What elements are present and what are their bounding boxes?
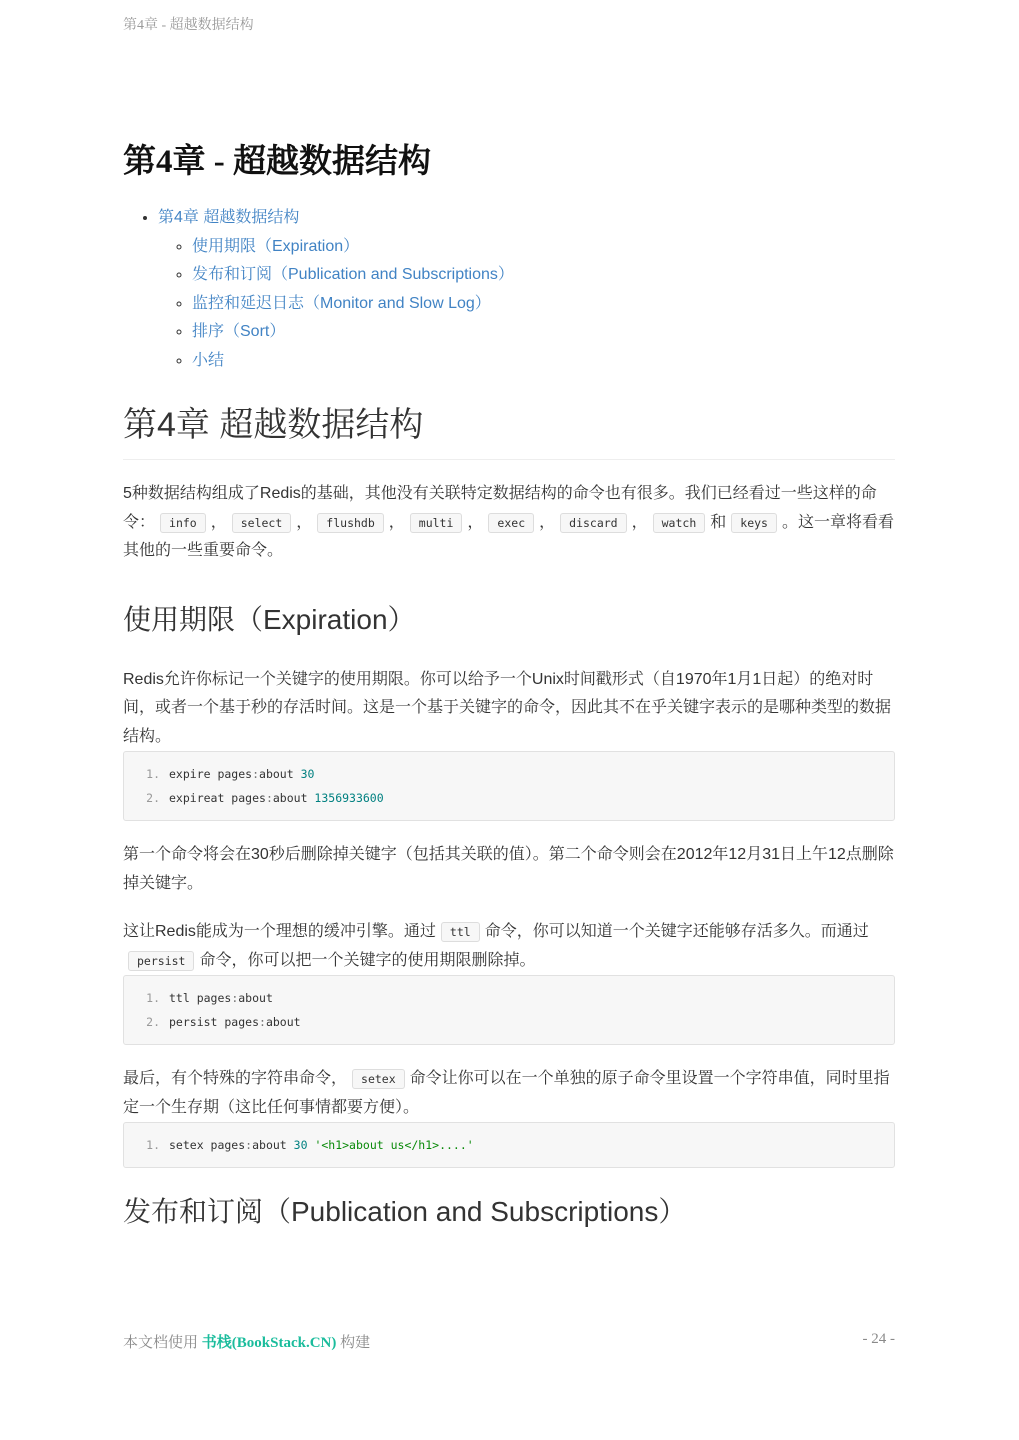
inline-code: select	[232, 513, 292, 533]
text: 命令让你可以在一个单独的原子命令里设置一个字符串值，同时里指定一个生存期（这比任何事情都要方便）。	[123, 1070, 890, 1116]
line-number: 2.	[146, 1015, 160, 1029]
page-number: - 24 -	[862, 1331, 895, 1347]
comma: ，	[388, 513, 405, 531]
toc-item	[192, 233, 895, 262]
comma: ，	[210, 513, 227, 531]
inline-code: exec	[488, 513, 534, 533]
footer-text: 本文档使用	[123, 1335, 199, 1351]
inline-code: flushdb	[317, 513, 383, 533]
code-text: setex pages	[169, 1138, 246, 1152]
line-number: 1.	[146, 767, 160, 781]
code-text: persist pages	[169, 1015, 260, 1029]
code-punct: :	[252, 767, 260, 781]
toc-link-sort[interactable]: 排序（Sort）	[192, 323, 286, 340]
chapter-heading: 第4章 超越数据结构	[123, 403, 895, 460]
code-text: about	[252, 1138, 294, 1152]
running-header: 第4章 - 超越数据结构	[123, 18, 254, 33]
toc-item	[192, 261, 895, 290]
toc-item	[158, 204, 895, 375]
line-number: 1.	[146, 991, 160, 1005]
code-text: about	[265, 1015, 301, 1029]
section-heading-expiration: 使用期限（Expiration）	[123, 603, 416, 635]
line-number: 2.	[146, 791, 160, 805]
code-number: 30	[293, 1138, 308, 1152]
code-punct: :	[231, 991, 239, 1005]
comma: ，	[296, 513, 313, 531]
code-block	[123, 751, 895, 821]
paragraph: 第一个命令将会在30秒后删除掉关键字（包括其关联的值）。第二个命令则会在2012年12月31日上午12点删除掉关键字。	[123, 846, 894, 892]
code-number: 30	[300, 767, 315, 781]
code-punct: :	[259, 1015, 266, 1029]
code-text: about	[238, 991, 273, 1005]
table-of-contents	[123, 204, 895, 375]
code-text: expireat pages	[169, 791, 266, 805]
code-string: '<h1>about us</h1>....'	[307, 1138, 474, 1152]
code-line	[124, 762, 894, 786]
code-block	[123, 975, 895, 1045]
code-number: 1356933600	[314, 791, 384, 805]
inline-code: setex	[352, 1069, 405, 1089]
comma: ，	[467, 513, 484, 531]
paragraph: Redis允许你标记一个关键字的使用期限。你可以给予一个Unix时间戳形式（自1970年1月1日起）的绝对时间，或者一个基于秒的存活时间。这是一个基于关键字的命令，因此其不在乎关键字表示的是哪种类型的数据结构。	[123, 670, 892, 745]
conjunction: 和	[710, 513, 727, 531]
footer-text: 构建	[340, 1335, 371, 1351]
intro-paragraph	[123, 480, 895, 566]
inline-code: info	[160, 513, 206, 533]
toc-item	[192, 318, 895, 347]
text: 最后，有个特殊的字符串命令，	[123, 1070, 348, 1087]
intro-text: 。这一章将看看其他的一些重要命令。	[123, 513, 894, 559]
code-block	[123, 1122, 895, 1168]
document-content	[123, 140, 895, 1258]
toc-item	[192, 290, 895, 319]
line-number: 1.	[146, 1138, 160, 1152]
intro-text: 5种数据结构组成了Redis的基础，其他没有关联特定数据结构的命令也有很多。我们已经看过一些这样的命令：	[123, 485, 877, 531]
code-punct: :	[245, 1138, 253, 1152]
inline-code: discard	[560, 513, 626, 533]
comma: ，	[631, 513, 648, 531]
page-title: 第4章 - 超越数据结构	[123, 144, 431, 180]
text: 这让Redis能成为一个理想的缓冲引擎。通过	[123, 923, 436, 940]
inline-code: persist	[128, 951, 194, 971]
toc-link-monitor[interactable]: 监控和延迟日志（Monitor and Slow Log）	[192, 294, 491, 312]
code-line	[124, 986, 894, 1010]
code-line	[124, 1010, 894, 1034]
paragraph	[123, 1065, 895, 1122]
inline-code: keys	[731, 513, 777, 533]
section-heading-pubsub: 发布和订阅（Publication and Subscriptions）	[123, 1196, 687, 1227]
code-text: about	[259, 767, 301, 781]
footer-brand-link[interactable]: 书栈(BookStack.CN)	[201, 1335, 337, 1351]
code-line	[124, 786, 894, 810]
toc-item	[192, 347, 895, 376]
text: 命令，你可以把一个关键字的使用期限删除掉。	[199, 951, 536, 969]
code-text: expire pages	[169, 767, 253, 781]
paragraph	[123, 918, 895, 975]
code-line	[124, 1133, 894, 1157]
toc-link-chapter[interactable]: 第4章 超越数据结构	[158, 209, 300, 226]
page-footer	[123, 1331, 895, 1352]
inline-code: ttl	[441, 922, 480, 942]
text: 命令，你可以知道一个关键字还能够存活多久。而通过	[484, 923, 869, 940]
inline-code: watch	[653, 513, 706, 533]
comma: ，	[539, 513, 556, 531]
toc-link-expiration[interactable]: 使用期限（Expiration）	[192, 237, 360, 255]
toc-link-summary[interactable]: 小结	[192, 351, 225, 369]
toc-link-pubsub[interactable]: 发布和订阅（Publication and Subscriptions）	[192, 266, 514, 283]
code-text: about	[272, 791, 315, 805]
code-punct: :	[265, 791, 273, 805]
inline-code: multi	[410, 513, 463, 533]
code-text: ttl pages	[169, 991, 232, 1005]
